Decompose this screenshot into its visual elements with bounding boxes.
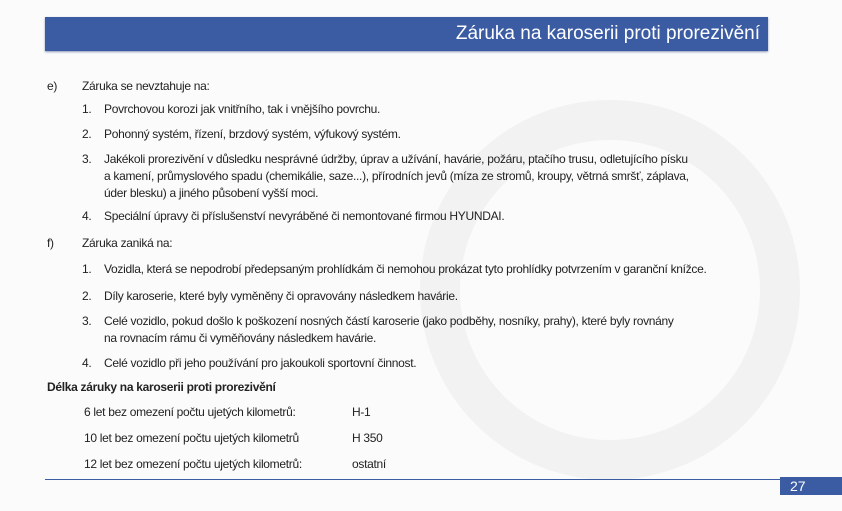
page-number: 27 <box>780 477 842 495</box>
list-item-number: 2. <box>82 289 92 303</box>
section-f-marker: f) <box>47 236 54 250</box>
list-item-number: 2. <box>82 127 92 141</box>
section-f-heading: Záruka zaniká na: <box>82 236 173 250</box>
list-item-text: na rovnacím rámu či vyměňovány následkem havárie. <box>104 331 377 345</box>
list-item-text: Jakékoli prorezivění v důsledku nesprávné údržby, úprav a užívání, havárie, požáru, ptačího trusu, odletujícího písku <box>104 152 688 166</box>
section-e-marker: e) <box>47 79 58 93</box>
list-item-number: 1. <box>82 262 92 276</box>
list-item-text: a kamení, průmyslového spadu (chemikálie, saze...), přírodních jevů (míza ze stromů, kroupy, větrná smršť, záplava, <box>104 169 689 183</box>
page-title: Záruka na karoserii proti prorezivění <box>455 23 760 44</box>
section-e-heading: Záruka se nevztahuje na: <box>82 79 210 93</box>
duration-row-label: 6 let bez omezení počtu ujetých kilometrů: <box>84 405 296 419</box>
list-item-text: Celé vozidlo, pokud došlo k poškození nosných částí karoserie (jako podběhy, nosníky, prahy), které byly rovnány <box>104 314 674 328</box>
duration-row-label: 12 let bez omezení počtu ujetých kilometrů: <box>84 457 302 471</box>
list-item-text: úder blesku) a jiného působení vyšší moci. <box>104 186 319 200</box>
list-item-text: Vozidla, která se nepodrobí předepsaným prohlídkám či nemohou prokázat tyto prohlídky potvrzením v garanční knížce. <box>104 262 707 276</box>
duration-heading: Délka záruky na karoserii proti prorezivění <box>47 380 276 394</box>
list-item-number: 4. <box>82 209 92 223</box>
duration-row-value: H-1 <box>352 405 371 419</box>
duration-row-label: 10 let bez omezení počtu ujetých kilometrů <box>84 431 299 445</box>
duration-row-value: ostatní <box>352 457 386 471</box>
list-item-number: 4. <box>82 356 92 370</box>
list-item-number: 3. <box>82 152 92 166</box>
list-item-text: Pohonný systém, řízení, brzdový systém, výfukový systém. <box>104 127 401 141</box>
list-item-number: 3. <box>82 314 92 328</box>
list-item-text: Díly karoserie, které byly vyměněny či opravovány následkem havárie. <box>104 289 458 303</box>
list-item-text: Celé vozidlo při jeho používání pro jakoukoli sportovní činnost. <box>104 356 417 370</box>
list-item-number: 1. <box>82 102 92 116</box>
page-header-bar <box>45 17 768 51</box>
duration-row-value: H 350 <box>352 431 383 445</box>
list-item-text: Povrchovou korozi jak vnitřního, tak i vnějšího povrchu. <box>104 102 381 116</box>
list-item-text: Speciální úpravy či příslušenství nevyráběné či nemontované firmou HYUNDAI. <box>104 209 505 223</box>
footer-divider <box>45 479 780 480</box>
